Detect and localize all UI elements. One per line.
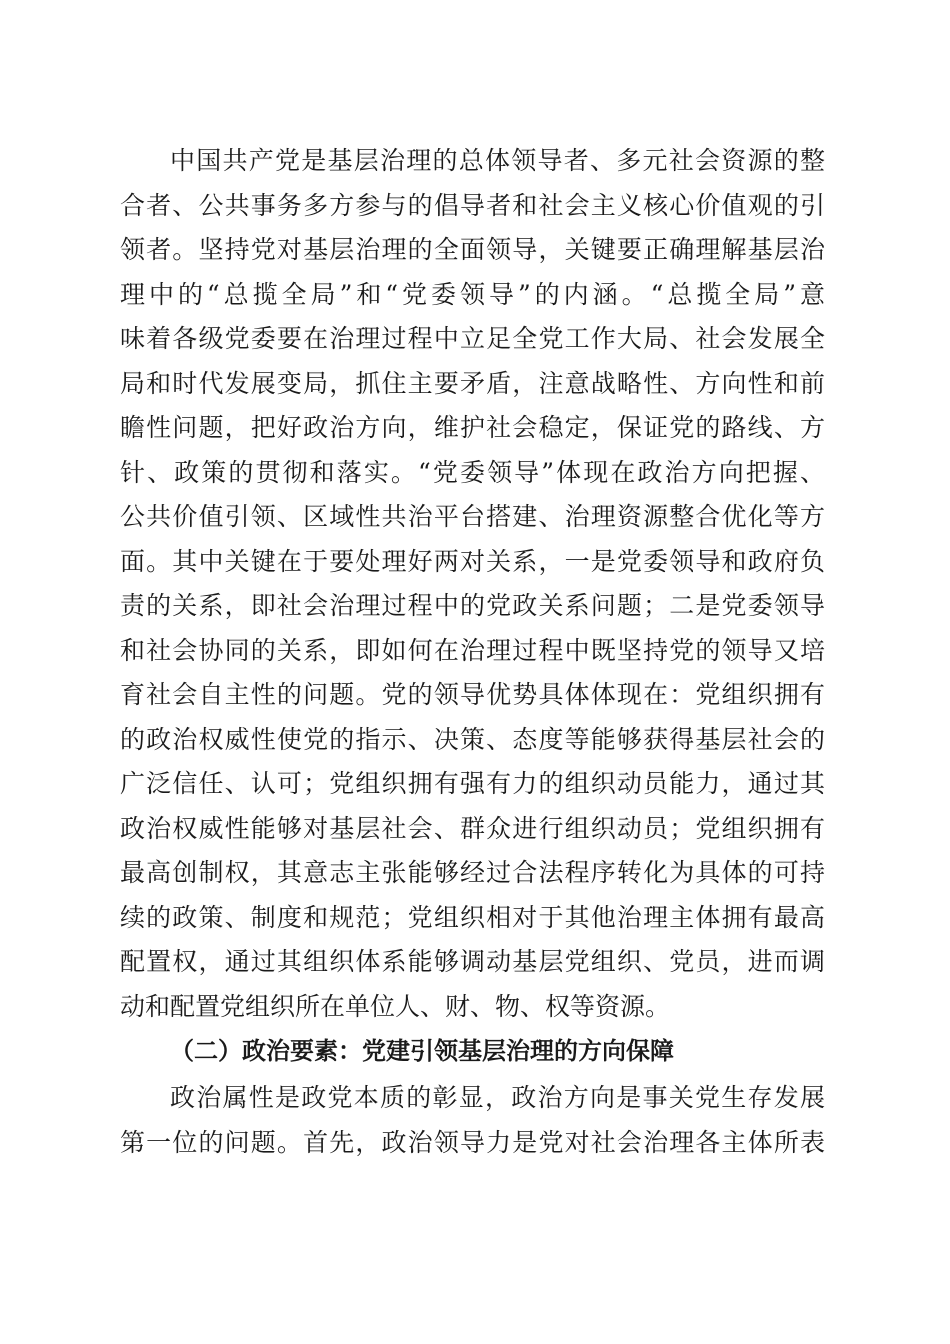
- text-line: 瞻性问题，把好政治方向，维护社会稳定，保证党的路线、方: [120, 413, 825, 442]
- text-line: 政治属性是政党本质的彰显，政治方向是事关党生存发展: [170, 1083, 825, 1112]
- text-line: 责的关系，即社会治理过程中的党政关系问题；二是党委领导: [120, 591, 825, 620]
- text-line: 理中的“总揽全局”和“党委领导”的内涵。“总揽全局”意: [120, 279, 825, 309]
- text-line: 面。其中关键在于要处理好两对关系，一是党委领导和政府负: [120, 546, 825, 576]
- text-line: 和社会协同的关系，即如何在治理过程中既坚持党的领导又培: [120, 635, 825, 665]
- text-line: 政治权威性能够对基层社会、群众进行组织动员；党组织拥有: [120, 813, 825, 843]
- text-line: 合者、公共事务多方参与的倡导者和社会主义核心价值观的引: [120, 190, 825, 220]
- text-line: 中国共产党是基层治理的总体领导者、多元社会资源的整: [170, 146, 825, 175]
- section-heading: （二）政治要素：党建引领基层治理的方向保障: [170, 1037, 674, 1065]
- text-line: 育社会自主性的问题。党的领导优势具体体现在：党组织拥有: [120, 680, 825, 709]
- text-line: 味着各级党委要在治理过程中立足全党工作大局、社会发展全: [120, 324, 825, 353]
- text-line: 配置权，通过其组织体系能够调动基层党组织、党员，进而调: [120, 947, 825, 976]
- text-line: 广泛信任、认可；党组织拥有强有力的组织动员能力，通过其: [120, 769, 825, 798]
- text-line: 针、政策的贯彻和落实。“党委领导”体现在政治方向把握、: [120, 457, 825, 487]
- text-line: 续的政策、制度和规范；党组织相对于其他治理主体拥有最高: [120, 902, 825, 932]
- text-line: 的政治权威性使党的指示、决策、态度等能够获得基层社会的: [120, 724, 825, 754]
- text-line: 局和时代发展变局，抓住主要矛盾，注意战略性、方向性和前: [120, 368, 825, 398]
- text-line: 动和配置党组织所在单位人、财、物、权等资源。: [120, 991, 671, 1021]
- text-line: 最高创制权，其意志主张能够经过合法程序转化为具体的可持: [120, 858, 825, 887]
- text-line: 第一位的问题。首先，政治领导力是党对社会治理各主体所表: [120, 1128, 825, 1157]
- text-line: 领者。坚持党对基层治理的全面领导，关键要正确理解基层治: [120, 235, 825, 264]
- text-line: 公共价值引领、区域性共治平台搭建、治理资源整合优化等方: [120, 502, 825, 531]
